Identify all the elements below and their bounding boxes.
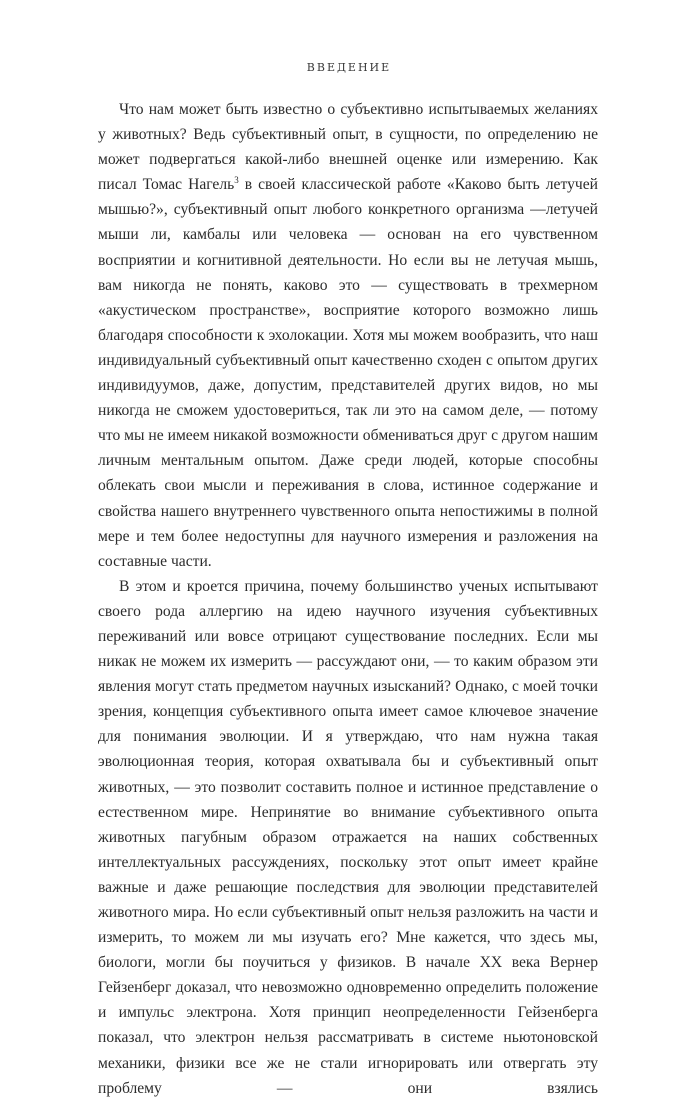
- footnote-marker[interactable]: 3: [234, 175, 239, 186]
- paragraph-1-text-a: Что нам может быть известно о субъективно испытываемых желаниях у животных? Ведь субъективный опыт, в сущности, по определению не может подвергаться какой-либо внешней оценке или измерению. Как писал Томас Нагель: [98, 101, 598, 194]
- paragraph-1-text-b: в своей классической работе «Каково быть летучей мышью?», субъективный опыт любого конкретного организма —летучей мыши ли, камбалы или человека — основан на его чувственном восприятии и когнитивной деятельности. Но если вы не летучая мышь, вам никогда не понять, каково это — существовать в трехмерном «акустическом пространстве», восприятие которого возможно лишь благодаря способности к эхолокации. Хотя мы можем вообразить, что наш индивидуальный субъективный опыт качественно сходен с опытом других индивидуумов, даже, допустим, представителей других видов, но мы никогда не сможем удостовериться, так ли это на самом деле, — потому что мы не имеем никакой возможности обмениваться друг с другом нашим личным ментальным опытом. Даже среди людей, которые способны облекать свои мысли и переживания в слова, истинное содержание и свойства нашего внутреннего чувственного опыта непостижимы в полной мере и тем более недоступны для научного измерения и разложения на составные части.: [98, 176, 598, 570]
- running-head: ВВЕДЕНИЕ: [306, 61, 392, 74]
- paragraph-2: В этом и кроется причина, почему большинство ученых испытывают своего рода аллергию на идею научного изучения субъективных переживаний или вовсе отрицают существование последних. Если мы никак не можем их измерить — рассуждают они, — то каким образом эти явления могут стать предметом научных изысканий? Однако, с моей точки зрения, концепция субъективного опыта имеет самое ключевое значение для понимания эволюции. И я утверждаю, что нам нужна такая эволюционная теория, которая охватывала бы и субъективный опыт животных, — это позволит составить полное и истинное представление о естественном мире. Непринятие во внимание субъективного опыта животных пагубным образом отражается на наших собственных интеллектуальных рассуждениях, поскольку этот опыт имеет крайне важные и даже решающие последствия для эволюции представителей животного мира. Но если субъективный опыт нельзя разложить на части и измерить, то можем ли мы изучать его? Мне кажется, что здесь мы, биологи, могли бы поучиться у физиков. В начале XX века Вернер Гейзенберг доказал, что невозможно одновременно определить положение и импульс электрона. Хотя принцип неопределенности Гейзенберга показал, что электрон нельзя рассматривать в системе ньютоновской механики, физики все же не стали игнорировать или отвергать эту проблему — они взялись: [98, 577, 598, 1097]
- body-text: [98, 97, 598, 1101]
- paragraph-1: [98, 97, 598, 574]
